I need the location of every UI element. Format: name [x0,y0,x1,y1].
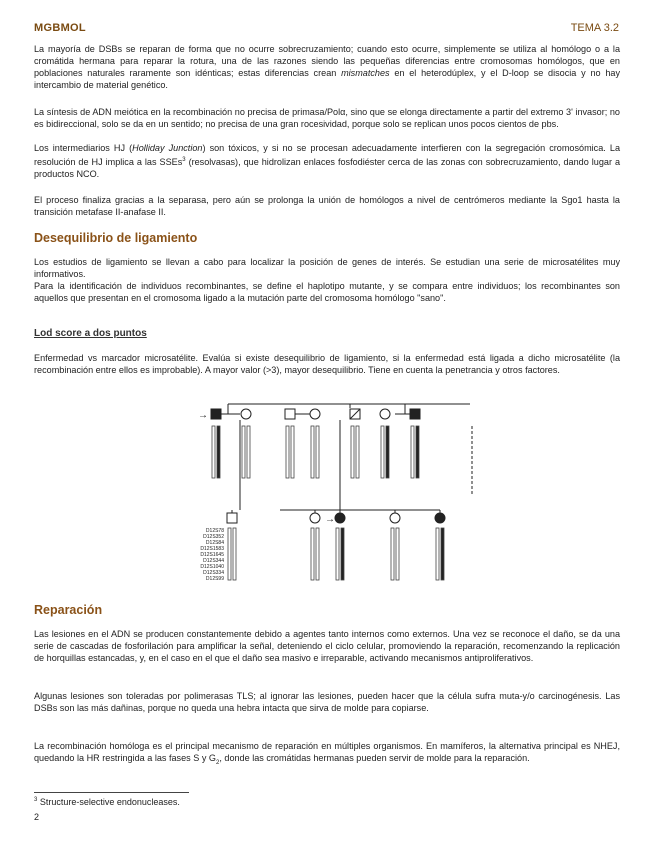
pedigree-figure [190,400,480,595]
pedigree-female [310,409,320,419]
svg-text:→: → [325,514,335,525]
svg-text:→: → [198,410,208,421]
paragraph-tls-polymerases: Algunas lesiones son toleradas por polimerasas TLS; al ignorar las lesiones, pueden hacer que la célula sufra muta-y/o carcinogénesis. Las DSBs son las más dañinas, porque no queda una hebra intacta que sirva de molde para copiarse. [34,691,620,713]
pedigree-affected-male [410,409,420,419]
paragraph-meiotic-synthesis: La síntesis de ADN meiótica en la recombinación no precisa de primasa/Polα, sino que se elonga directamente a partir del extremo 3' invasor; no es bidireccional, solo se da en un sentido; no precisa de una gran rocesividad, porque solo se replican unos pocos cientos de pbs. [34,107,620,129]
marker-label: D12S78 [205,528,224,534]
marker-label: D12S1645 [200,552,224,558]
pedigree-female [380,409,390,419]
heading-lod-score: Lod score a dos puntos [34,328,147,339]
document-header-title: MGBMOL [34,22,86,34]
marker-label: D12S344 [203,558,224,564]
footnote-divider [34,792,189,793]
pedigree-affected-male [211,409,221,419]
marker-label: D12S84 [205,540,224,546]
marker-label: D12S352 [203,534,224,540]
pedigree-female [241,409,251,419]
paragraph-dsb-repair: La mayoría de DSBs se reparan de forma que no ocurre sobrecruzamiento; cuando esto ocurre, simplemente se utiliza al homólogo o a la cromátida hermana para reparar la rotura, una de las razones siendo las pequeñas diferencias entre cromosomas homólogos, que en poblaciones naturales raramente son idénticas; estas diferencias crean mismatches en el heterodúplex, y el D-loop se disocia y no hay intercambio de material genético. [34,44,620,90]
footnote: $^3$ Structure-selective endonucleases. [34,797,180,807]
marker-label: D12S1040 [200,564,224,570]
page-number: 2 [34,812,40,822]
paragraph-recombinant-identification: Para la identificación de individuos recombinantes, se define el haplotipo mutante, y se compara entre individuos; los recombinantes son aquellos que presentan en el cromosoma ligado a la mutación parte del cromosoma homólogo "sano". [34,281,620,303]
heading-desequilibrio: Desequilibrio de ligamiento [34,231,198,245]
heading-reparacion: Reparación [34,603,103,617]
pedigree-male [285,409,295,419]
paragraph-separase: El proceso finaliza gracias a la separasa, pero aún se prolonga la unión de homólogos a nivel de centrómeros mediante la Sgo1 hasta la transición metafase II-anafase II. [34,195,620,217]
document-header-topic: TEMA 3.2 [570,22,619,34]
paragraph-lod-description: Enfermedad vs marcador microsatélite. Evalúa si existe desequilibrio de ligamiento, si la enfermedad está ligada a dicho microsatélite (la recombinación entre ellos es improbable). A mayor valor (>3), mayor desequilibrio. Tiene en cuenta la penetrancia y otros factores. [34,353,620,375]
paragraph-dna-lesions: Las lesiones en el ADN se producen constantemente debido a agentes tanto internos como externos. Una vez se reconoce el daño, se da una serie de cascadas de fosforilación para amplificar la señal, deteniendo el ciclo celular, promoviendo la reparación, recomenzando la replicación de horquillas estancadas, y, en el caso en el que el daño sea masivo e irreparable, activando mecanismos antiproliferativos. [34,629,620,663]
paragraph-homologous-recombination: La recombinación homóloga es el principal mecanismo de reparación en múltiples organismos. En mamíferos, la alternativa principal es NHEJ, quedando la HR restringida a las fases S y $G_2$, donde las cromátidas hermanas pueden servir de molde para la reparación. [34,741,620,766]
marker-label: D12S1583 [200,546,224,552]
marker-label: D12S99 [205,576,224,582]
marker-label: D12S334 [203,570,224,576]
paragraph-linkage-studies: Los estudios de ligamiento se llevan a cabo para localizar la posición de genes de interés. Se estudian una serie de microsatélites muy informativos. [34,257,620,279]
paragraph-hj-intermediates: Los intermediarios HJ (Holliday Junction) son tóxicos, y si no se procesan adecuadamente interfieren con la segregación cromosómica. La resolución de HJ implica a las SSEs$^3$ (resolvasas), que hidrolizan enlaces fosfodiéster cerca de las zonas con sobrecruzamiento, dando lugar a productos NCO. [34,143,621,180]
